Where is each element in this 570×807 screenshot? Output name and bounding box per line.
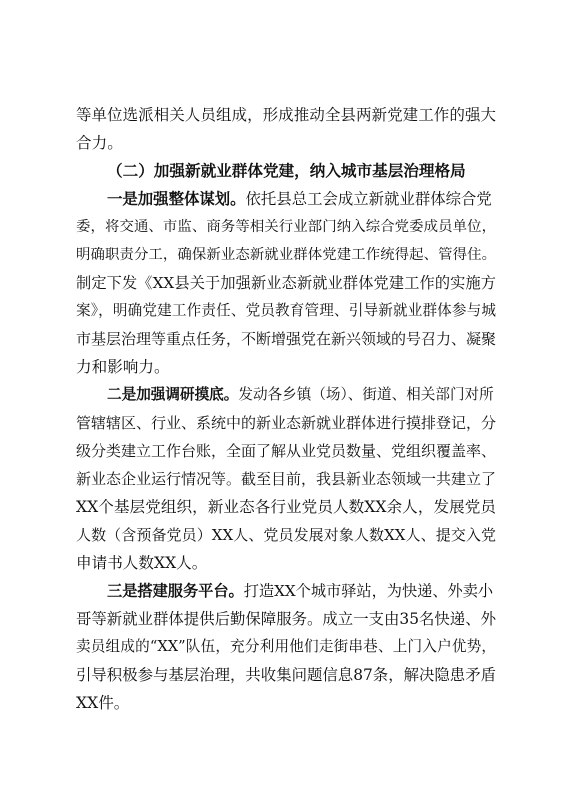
paragraph-line: 人数（含预备党员）XX人、党员发展对象人数XX人、提交入党 [76,526,496,544]
paragraph-text: 打造XX个城市驿站，为快递、外卖小 [243,582,494,600]
paragraph-line: 等单位选派相关人员组成，形成推动全县两新党建工作的强大 [76,106,496,124]
paragraph-line [107,185,496,213]
paragraph-line: 管辖辖区、行业、系统中的新业态新就业群体进行摸排登记，分 [76,414,497,432]
paragraph-line: XX件。 [76,694,130,712]
lead-phrase: 二是加强调研摸底。 [107,386,239,403]
paragraph-line [107,577,496,605]
paragraph-text: 发动各乡镇（场）、街道、相关部门对所 [238,386,494,403]
paragraph-line [107,381,496,409]
lead-phrase: 一是加强整体谋划。 [107,190,246,208]
paragraph-line: 制定下发《XX县关于加强新业态新就业群体党建工作的实施方 [76,274,496,292]
paragraph-line: 力和影响力。 [76,358,170,376]
paragraph-line: 引导积极参与基层治理，共收集问题信息87条，解决隐患矛盾 [76,666,496,684]
paragraph-line: XX个基层党组织，新业态各行业党员人数XX余人，发展党员 [76,498,496,516]
paragraph-line: 案》，明确党建工作责任、党员教育管理、引导新就业群体参与城 [76,302,496,319]
paragraph-line: 市基层治理等重点任务，不断增强党在新兴领域的号召力、凝聚 [76,330,497,348]
section-heading: （二）加强新就业群体党建，纳入城市基层治理格局 [107,161,466,180]
lead-phrase: 三是搭建服务平台。 [107,582,244,600]
paragraph-line: 明确职责分工，确保新业态新就业群体党建工作统得起、管得住。 [76,247,496,263]
paragraph-line: 申请书人数XX人。 [76,554,208,572]
paragraph-line: 卖员组成的“XX”队伍，充分利用他们走街串巷、上门入户优势， [76,638,496,655]
paragraph-line: 新业态企业运行情况等。截至目前，我县新业态领域一共建立了 [76,470,497,488]
paragraph-line: 合力。 [76,134,123,152]
paragraph-line: 哥等新就业群体提供后勤保障服务。成立一支由35名快递、外 [76,610,496,628]
paragraph-text: 依托县总工会成立新就业群体综合党 [245,190,492,208]
paragraph-line: 级分类建立工作台账，全面了解从业党员数量、党组织覆盖率、 [76,442,497,460]
paragraph-line: 委，将交通、市监、商务等相关行业部门纳入综合党委成员单位， [76,219,496,235]
